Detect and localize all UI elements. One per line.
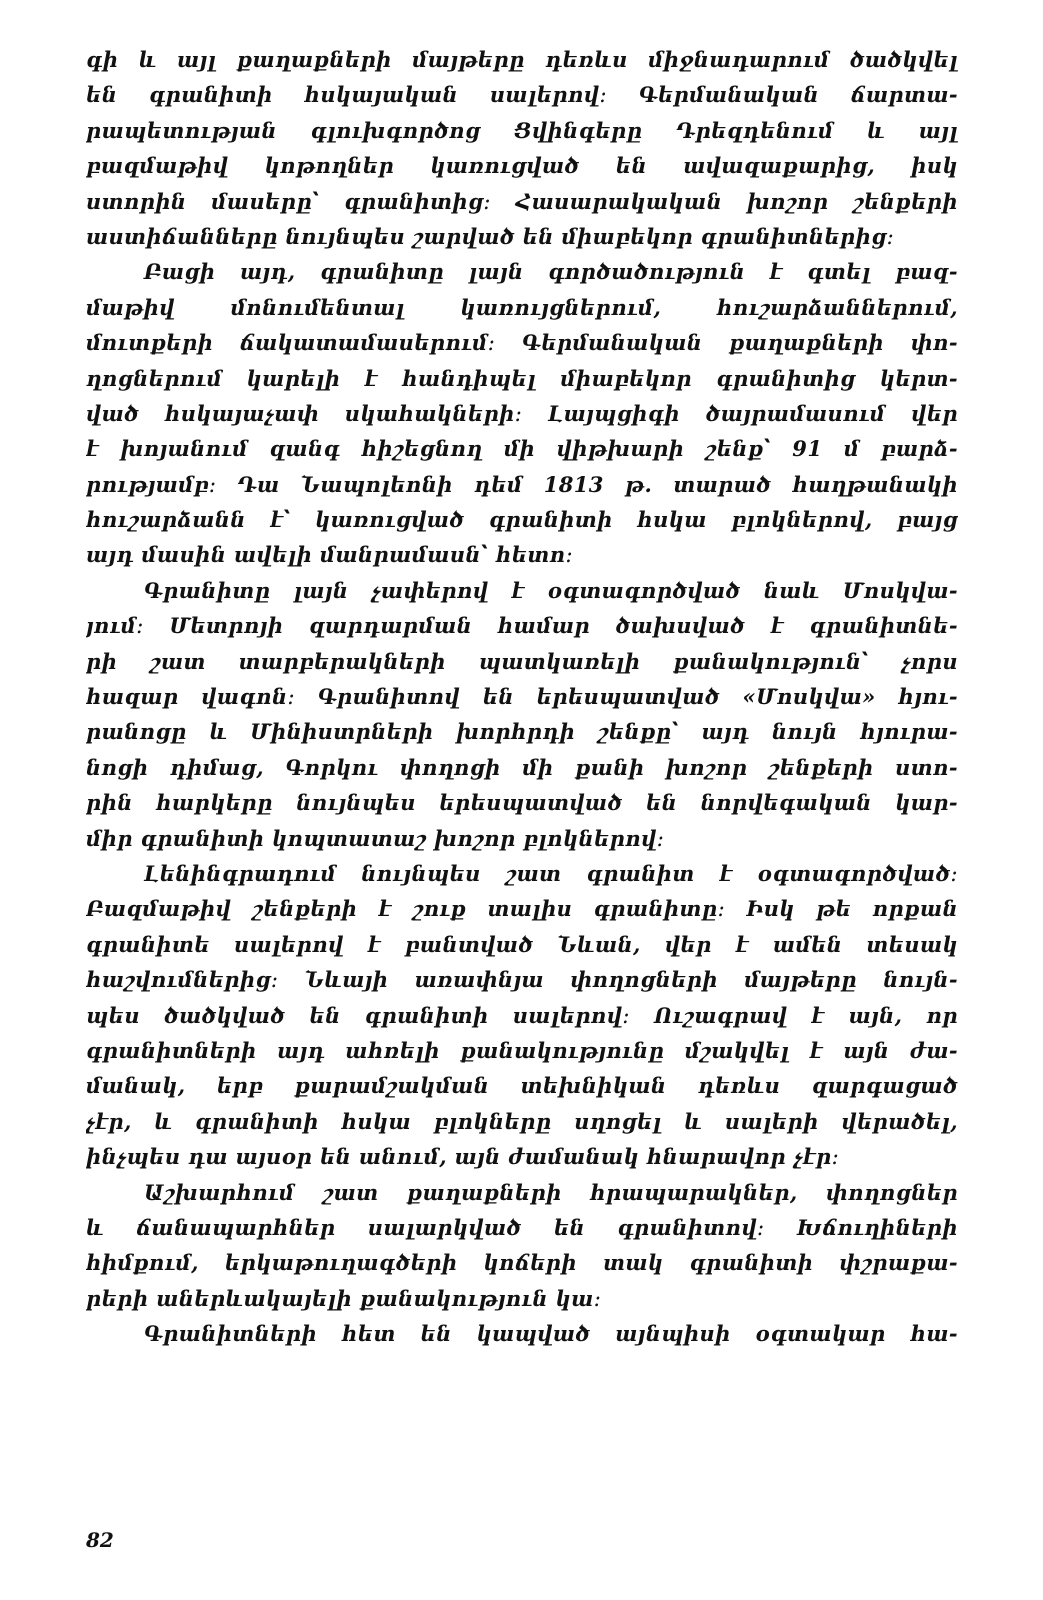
text-line: պես ծածկված են գրանիտի սալերով։ Ուշագրավ է այն, որ <box>86 1002 958 1028</box>
paragraph-4 <box>86 856 958 1175</box>
text-line: գի և այլ քաղաքների մայթերը դեռևս միջնադարում ծածկվել <box>86 47 958 72</box>
text-line: գրանիտների այդ ահռելի քանակությունը մշակվել է այն ժա- <box>86 1037 958 1063</box>
text-line: բազմաթիվ կոթողներ կառուցված են ավազաքարից, իսկ <box>86 153 958 179</box>
paragraph-6 <box>86 1316 958 1351</box>
text-line: ինչպես դա այսօր են անում, այն ժամանակ հնարավոր չէր։ <box>86 1144 840 1170</box>
text-line: Լենինգրադում նույնպես շատ գրանիտ է օգտագործված։ <box>144 860 958 886</box>
text-line: միր գրանիտի կոպտատաշ խոշոր բլոկներով։ <box>86 825 665 851</box>
paragraph-2 <box>86 254 958 573</box>
text-line: մաթիվ մոնումենտալ կառույցներում, հուշարձաններում, <box>86 294 958 320</box>
text-line: են գրանիտի հսկայական սալերով։ Գերմանական ճարտա- <box>86 82 958 108</box>
text-line: այդ մասին ավելի մանրամասն՝ հետո։ <box>86 542 574 568</box>
text-line: հուշարձանն է՝ կառուցված գրանիտի հսկա բլոկներով, բայց <box>86 507 958 533</box>
text-line: մուտքերի ճակատամասերում։ Գերմանական քաղաքների փո- <box>86 330 958 356</box>
page-body <box>86 42 958 1351</box>
text-line: Բացի այդ, գրանիտը լայն գործածություն է գտել բազ- <box>144 259 958 285</box>
text-line: րապետության գլուխգործոց Ցվինգերը Դրեզդենում և այլ <box>86 117 958 143</box>
text-line: և ճանապարհներ սալարկված են գրանիտով։ Խճուղիների <box>86 1214 958 1240</box>
text-line: Գրանիտը լայն չափերով է օգտագործված նաև Մոսկվա- <box>144 577 958 603</box>
paragraph-1 <box>86 42 958 254</box>
text-line: հիմքում, երկաթուղագծերի կոճերի տակ գրանիտի փշրաքա- <box>86 1250 958 1276</box>
text-line: մանակ, երբ քարամշակման տեխնիկան դեռևս զարգացած <box>86 1073 958 1099</box>
text-line: հազար վագոն։ Գրանիտով են երեսպատված «Մոսկվա» հյու- <box>86 684 958 710</box>
text-line: րանոցը և Մինիստրների խորհրդի շենքը՝ այդ նույն հյուրա- <box>86 719 958 745</box>
text-line: չէր, և գրանիտի հսկա բլոկները սղոցել և սալերի վերածել, <box>86 1108 958 1134</box>
text-line: ղոցներում կարելի է հանդիպել միաբեկոր գրանիտից կերտ- <box>86 365 958 391</box>
paragraph-5 <box>86 1175 958 1317</box>
text-line: ստորին մասերը՝ գրանիտից։ Հասարակական խոշոր շենքերի <box>86 188 958 214</box>
paragraph-3 <box>86 573 958 856</box>
text-line: յում։ Մետրոյի զարդարման համար ծախսված է գրանիտնե- <box>86 613 958 639</box>
text-line: րությամբ։ Դա Նապոլեոնի դեմ 1813 թ. տարած հաղթանակի <box>86 471 958 497</box>
text-line: րերի աներևակայելի քանակություն կա։ <box>86 1285 602 1311</box>
text-line: Բազմաթիվ շենքերի է շուք տալիս գրանիտը։ Իսկ թե որքան <box>86 896 958 922</box>
text-line: աստիճանները նույնպես շարված են միաբեկոր գրանիտներից։ <box>86 223 895 249</box>
text-line: րին հարկերը նույնպես երեսպատված են նորվեգական կար- <box>86 790 958 816</box>
text-line: Գրանիտների հետ են կապված այնպիսի օգտակար հա- <box>144 1321 958 1347</box>
text-line: է խոյանում զանգ հիշեցնող մի վիթխարի շենք՝ 91 մ բարձ- <box>86 436 958 462</box>
page-number: 82 <box>86 1528 114 1552</box>
text-line: ված հսկայաչափ սկահակների։ Լայպցիգի ծայրամասում վեր <box>86 400 958 426</box>
text-line: նոցի դիմաց, Գորկու փողոցի մի քանի խոշոր շենքերի ստո- <box>86 754 958 780</box>
text-line: րի շատ տարբերակների պատկառելի քանակություն՝ չորս <box>86 648 958 674</box>
text-line: հաշվումներից։ Նևայի առափնյա փողոցների մայթերը նույն- <box>86 967 958 993</box>
text-line: գրանիտե սալերով է բանտված Նևան, վեր է ամեն տեսակ <box>86 931 958 957</box>
text-line: Աշխարհում շատ քաղաքների հրապարակներ, փողոցներ <box>144 1179 958 1205</box>
